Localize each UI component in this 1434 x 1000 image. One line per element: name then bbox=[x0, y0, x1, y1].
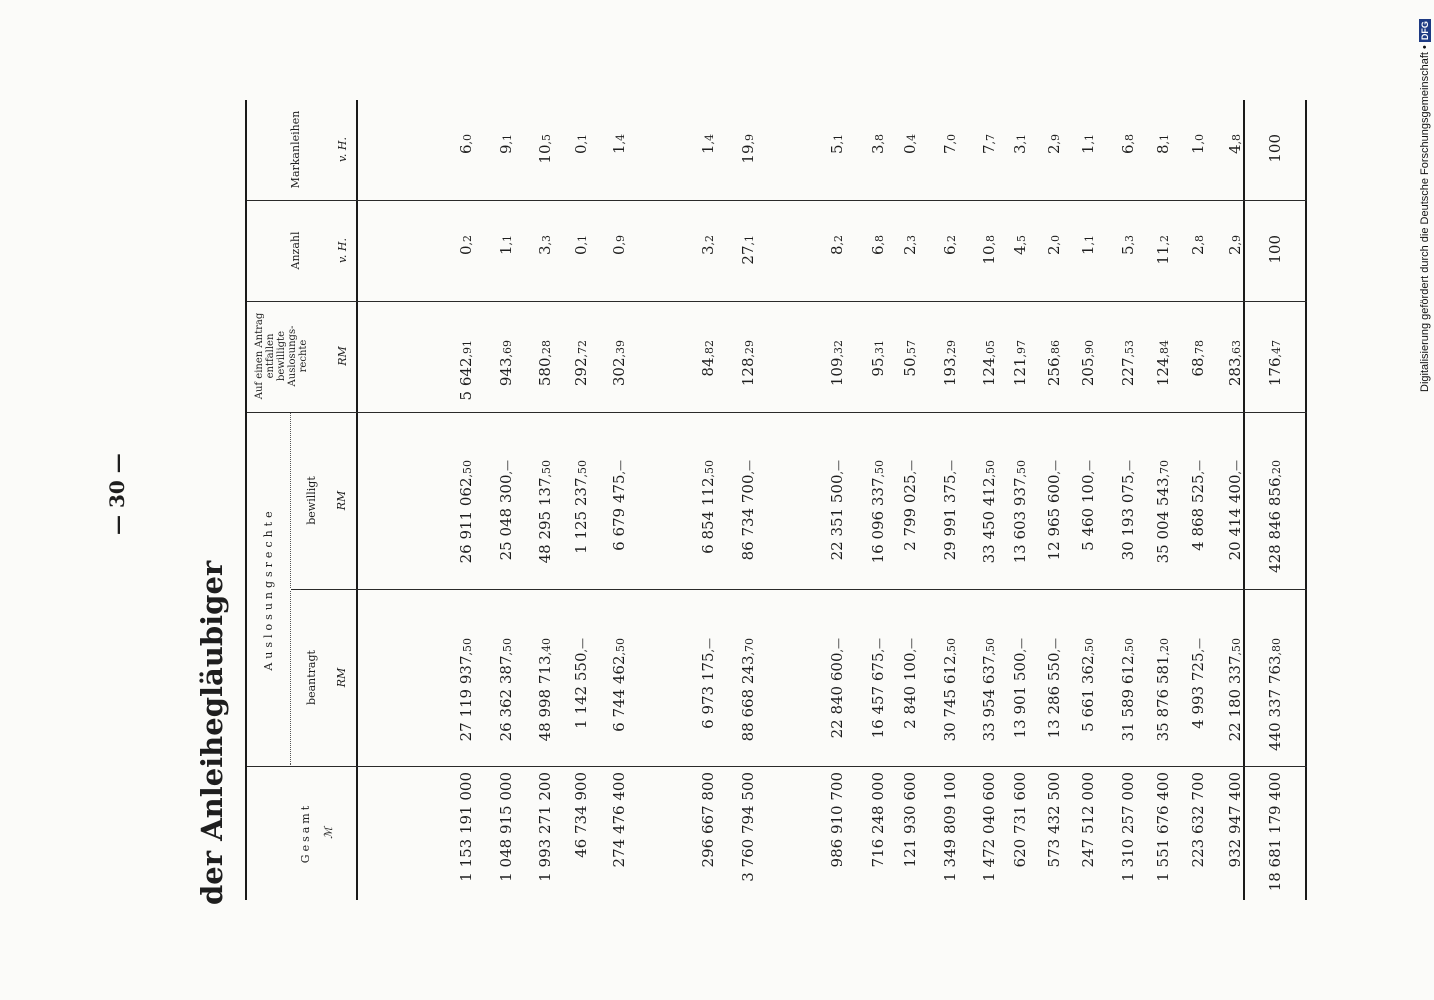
cell-decimal: ,9 bbox=[743, 134, 756, 145]
cell-value: 6 bbox=[941, 245, 959, 256]
cell-value: 100 bbox=[1266, 235, 1284, 264]
cell-decimal: ,9 bbox=[614, 235, 627, 246]
cell-value: 27 bbox=[739, 245, 757, 265]
cell-decimal: ,50 bbox=[1083, 638, 1096, 656]
cell-value: 0 bbox=[457, 245, 475, 256]
cell-decimal: ,8 bbox=[1123, 134, 1136, 145]
cell-value: 580 bbox=[536, 357, 554, 387]
cell-value: 10 bbox=[536, 144, 554, 164]
header-beantragt-unit: RM bbox=[335, 667, 348, 688]
cell-value: 5 460 100 bbox=[1079, 474, 1097, 551]
cell-beantragt bbox=[980, 638, 1000, 808]
cell-decimal: ,47 bbox=[1270, 340, 1283, 358]
cell-value: 1 bbox=[1079, 245, 1097, 256]
cell-decimal: ,5 bbox=[1015, 235, 1028, 246]
cell-value: 3 760 794 500 bbox=[739, 772, 757, 882]
cell-decimal: ,3 bbox=[540, 235, 553, 246]
cell-decimal: ,— bbox=[832, 460, 845, 475]
cell-value: 121 930 600 bbox=[901, 772, 919, 868]
cell-value: 20 414 400 bbox=[1226, 474, 1244, 561]
cell-beantragt bbox=[1119, 638, 1139, 808]
cell-value: 4 993 725 bbox=[1189, 652, 1207, 729]
cell-decimal: ,2 bbox=[461, 235, 474, 246]
cell-decimal: ,29 bbox=[945, 340, 958, 358]
cell-value: 6 bbox=[457, 144, 475, 155]
cell-value: 1 349 809 100 bbox=[941, 772, 959, 882]
cell-value: 193 bbox=[941, 357, 959, 387]
cell-decimal: ,91 bbox=[461, 340, 474, 358]
cell-beantragt bbox=[610, 638, 630, 808]
header-markanleihen: Markanleihen bbox=[289, 110, 302, 189]
cell-decimal: ,8 bbox=[1230, 134, 1243, 145]
cell-beantragt bbox=[1189, 638, 1209, 808]
cell-decimal: ,2 bbox=[703, 235, 716, 246]
cell-mark bbox=[739, 134, 759, 304]
cell-decimal: ,— bbox=[1230, 460, 1243, 475]
digitization-credit bbox=[1418, 6, 1432, 392]
cell-mark bbox=[1045, 134, 1065, 304]
cell-value: 2 840 100 bbox=[901, 652, 919, 729]
cell-value: 3 bbox=[699, 245, 717, 256]
table-top-rule bbox=[245, 100, 247, 900]
cell-decimal: ,86 bbox=[1049, 340, 1062, 358]
cell-value: 8 bbox=[828, 245, 846, 256]
cell-value: 4 868 525 bbox=[1189, 474, 1207, 551]
cell-value: 10 bbox=[980, 245, 998, 265]
cell-value: 5 642 bbox=[457, 357, 475, 401]
cell-value: 205 bbox=[1079, 357, 1097, 387]
cell-decimal: ,— bbox=[832, 638, 845, 653]
header-anzahl-unit: v. H. bbox=[336, 238, 349, 263]
cell-value: 13 901 500 bbox=[1011, 652, 1029, 739]
column-divider bbox=[247, 301, 1307, 302]
header-anzahl: Anzahl bbox=[289, 231, 302, 270]
cell-value: 33 450 412 bbox=[980, 477, 998, 564]
cell-value: 0 bbox=[901, 144, 919, 155]
cell-decimal: ,39 bbox=[614, 340, 627, 358]
cell-decimal: ,50 bbox=[873, 460, 886, 478]
cell-beantragt bbox=[497, 638, 517, 808]
cell-mark bbox=[828, 134, 848, 304]
cell-value: 3 bbox=[536, 245, 554, 256]
cell-value: 6 bbox=[1119, 144, 1137, 155]
cell-value: 2 bbox=[901, 245, 919, 256]
cell-decimal: ,70 bbox=[743, 638, 756, 656]
cell-value: 6 bbox=[869, 245, 887, 256]
header-per-antrag-unit: RM bbox=[336, 346, 349, 366]
cell-beantragt bbox=[1154, 638, 1174, 808]
header-gesamt: Gesamt bbox=[299, 802, 312, 864]
cell-value: 22 180 337 bbox=[1226, 655, 1244, 742]
cell-decimal: ,— bbox=[1123, 460, 1136, 475]
cell-decimal: ,05 bbox=[984, 340, 997, 358]
cell-value: 88 668 243 bbox=[739, 655, 757, 742]
cell-decimal: ,— bbox=[1083, 460, 1096, 475]
cell-value: 48 998 713 bbox=[536, 655, 554, 742]
cell-decimal: ,50 bbox=[703, 460, 716, 478]
cell-value: 428 846 856 bbox=[1266, 477, 1284, 573]
dfg-logo: DFG bbox=[1420, 21, 1430, 41]
cell-value: 50 bbox=[901, 357, 919, 377]
cell-decimal: ,4 bbox=[703, 134, 716, 145]
cell-value: 2 bbox=[1226, 245, 1244, 256]
table-bottom-rule bbox=[1305, 100, 1307, 900]
cell-decimal: ,— bbox=[905, 460, 918, 475]
cell-decimal: ,— bbox=[1193, 638, 1206, 653]
cell-value: 283 bbox=[1226, 357, 1244, 387]
cell-value: 1 125 237 bbox=[572, 477, 590, 554]
cell-decimal: ,50 bbox=[984, 460, 997, 478]
cell-value: 3 bbox=[869, 144, 887, 155]
cell-decimal: ,0 bbox=[1193, 134, 1206, 145]
page-number: — 30 — bbox=[105, 453, 129, 535]
cell-value: 68 bbox=[1189, 357, 1207, 377]
cell-value: 1 bbox=[610, 144, 628, 155]
cell-mark bbox=[1011, 134, 1031, 304]
cell-beantragt bbox=[1266, 638, 1286, 808]
cell-mark bbox=[536, 134, 556, 304]
cell-decimal: ,29 bbox=[743, 340, 756, 358]
cell-decimal: ,4 bbox=[614, 134, 627, 145]
cell-decimal: ,50 bbox=[945, 638, 958, 656]
cell-value: 27 119 937 bbox=[457, 655, 475, 742]
header-per-antrag: Auf einen Antrag entfallen bewilligte Auslosungs-rechte bbox=[254, 312, 309, 400]
cell-value: 29 991 375 bbox=[941, 474, 959, 561]
cell-decimal: ,1 bbox=[576, 235, 589, 246]
cell-decimal: ,28 bbox=[540, 340, 553, 358]
header-markanleihen-unit: v. H. bbox=[336, 137, 349, 162]
cell-decimal: ,9 bbox=[1049, 134, 1062, 145]
cell-decimal: ,— bbox=[703, 638, 716, 653]
cell-decimal: ,57 bbox=[905, 340, 918, 358]
cell-value: 2 bbox=[1189, 245, 1207, 256]
cell-value: 124 bbox=[980, 357, 998, 387]
cell-value: 247 512 000 bbox=[1079, 772, 1097, 868]
cell-decimal: ,8 bbox=[873, 134, 886, 145]
cell-value: 176 bbox=[1266, 357, 1284, 387]
cell-decimal: ,53 bbox=[1123, 340, 1136, 358]
cell-decimal: ,1 bbox=[743, 235, 756, 246]
cell-value: 5 bbox=[1119, 245, 1137, 256]
cell-decimal: ,50 bbox=[1123, 638, 1136, 656]
cell-decimal: ,50 bbox=[540, 460, 553, 478]
cell-value: 13 603 937 bbox=[1011, 477, 1029, 564]
column-divider bbox=[247, 766, 1307, 767]
cell-decimal: ,31 bbox=[873, 340, 886, 358]
cell-decimal: ,2 bbox=[832, 235, 845, 246]
cell-value: 35 876 581 bbox=[1154, 655, 1172, 742]
cell-decimal: ,20 bbox=[1270, 460, 1283, 478]
header-bewilligt-unit: RM bbox=[335, 490, 348, 511]
cell-decimal: ,8 bbox=[873, 235, 886, 246]
cell-value: 33 954 637 bbox=[980, 655, 998, 742]
cell-beantragt bbox=[572, 638, 592, 808]
cell-value: 1 bbox=[1189, 144, 1207, 155]
cell-value: 6 679 475 bbox=[610, 474, 628, 551]
cell-value: 5 661 362 bbox=[1079, 655, 1097, 732]
cell-decimal: ,— bbox=[1015, 638, 1028, 653]
cell-decimal: ,78 bbox=[1193, 340, 1206, 358]
cell-value: 1 142 550 bbox=[572, 652, 590, 729]
cell-decimal: ,4 bbox=[905, 134, 918, 145]
cell-value: 25 048 300 bbox=[497, 474, 515, 561]
cell-value: 9 bbox=[497, 144, 515, 155]
cell-value: 48 295 137 bbox=[536, 477, 554, 564]
page-title: der Anleihegläubiger bbox=[195, 560, 229, 905]
cell-value: 5 bbox=[828, 144, 846, 155]
cell-decimal: ,5 bbox=[540, 134, 553, 145]
cell-value: 31 589 612 bbox=[1119, 655, 1137, 742]
cell-value: 4 bbox=[1011, 245, 1029, 256]
cell-value: 26 911 062 bbox=[457, 477, 475, 564]
cell-decimal: ,50 bbox=[1230, 638, 1243, 656]
cell-value: 16 096 337 bbox=[869, 477, 887, 564]
cell-value: 22 840 600 bbox=[828, 652, 846, 739]
cell-value: 1 048 915 000 bbox=[497, 772, 515, 882]
cell-beantragt bbox=[901, 638, 921, 808]
cell-value: 1 551 676 400 bbox=[1154, 772, 1172, 882]
cell-decimal: ,63 bbox=[1230, 340, 1243, 358]
cell-value: 84 bbox=[699, 357, 717, 377]
cell-decimal: ,1 bbox=[1083, 134, 1096, 145]
cell-value: 8 bbox=[1154, 144, 1172, 155]
cell-decimal: ,0 bbox=[945, 134, 958, 145]
cell-beantragt bbox=[536, 638, 556, 808]
cell-mark bbox=[1266, 134, 1286, 304]
cell-value: 1 bbox=[699, 144, 717, 155]
cell-value: 256 bbox=[1045, 357, 1063, 387]
cell-value: 12 965 600 bbox=[1045, 474, 1063, 561]
cell-decimal: ,— bbox=[501, 460, 514, 475]
cell-beantragt bbox=[1045, 638, 1065, 808]
cell-decimal: ,3 bbox=[905, 235, 918, 246]
header-beantragt: beantragt bbox=[305, 650, 318, 705]
cell-decimal: ,— bbox=[905, 638, 918, 653]
cell-value: 128 bbox=[739, 357, 757, 387]
cell-decimal: ,— bbox=[614, 460, 627, 475]
cell-value: 6 973 175 bbox=[699, 652, 717, 729]
header-auslosungsrechte: Auslosungsrechte bbox=[262, 507, 275, 671]
cell-decimal: ,50 bbox=[461, 460, 474, 478]
cell-decimal: ,0 bbox=[1049, 235, 1062, 246]
cell-decimal: ,7 bbox=[984, 134, 997, 145]
cell-decimal: ,90 bbox=[1083, 340, 1096, 358]
cell-beantragt bbox=[1226, 638, 1246, 808]
cell-value: 3 bbox=[1011, 144, 1029, 155]
cell-value: 440 337 763 bbox=[1266, 655, 1284, 751]
cell-decimal: ,1 bbox=[501, 235, 514, 246]
cell-decimal: ,— bbox=[1049, 460, 1062, 475]
cell-value: 2 bbox=[1045, 245, 1063, 256]
cell-value: 109 bbox=[828, 357, 846, 387]
cell-decimal: ,69 bbox=[501, 340, 514, 358]
cell-value: 302 bbox=[610, 357, 628, 387]
cell-decimal: ,3 bbox=[1123, 235, 1136, 246]
cell-value: 121 bbox=[1011, 357, 1029, 387]
cell-value: 19 bbox=[739, 144, 757, 164]
column-divider bbox=[247, 412, 1307, 413]
cell-beantragt bbox=[699, 638, 719, 808]
cell-value: 7 bbox=[980, 144, 998, 155]
cell-mark bbox=[457, 134, 477, 304]
cell-decimal: ,80 bbox=[1270, 638, 1283, 656]
cell-decimal: ,72 bbox=[576, 340, 589, 358]
cell-value: 1 153 191 000 bbox=[457, 772, 475, 882]
cell-decimal: ,1 bbox=[576, 134, 589, 145]
cell-beantragt bbox=[828, 638, 848, 808]
header-gesamt-unit: ℳ bbox=[322, 827, 335, 839]
cell-decimal: ,9 bbox=[1230, 235, 1243, 246]
cell-value: 1 993 271 200 bbox=[536, 772, 554, 882]
cell-value: 2 799 025 bbox=[901, 474, 919, 551]
cell-decimal: ,50 bbox=[501, 638, 514, 656]
cell-beantragt bbox=[457, 638, 477, 808]
cell-decimal: ,— bbox=[873, 638, 886, 653]
cell-mark bbox=[869, 134, 889, 304]
column-divider bbox=[247, 200, 1307, 201]
cell-decimal: ,1 bbox=[1083, 235, 1096, 246]
cell-value: 6 854 112 bbox=[699, 477, 717, 554]
cell-value: 0 bbox=[572, 245, 590, 256]
cell-value: 100 bbox=[1266, 134, 1284, 163]
cell-decimal: ,1 bbox=[501, 134, 514, 145]
cell-value: 0 bbox=[572, 144, 590, 155]
cell-value: 227 bbox=[1119, 357, 1137, 387]
cell-value: 35 004 543 bbox=[1154, 477, 1172, 564]
cell-value: 573 432 500 bbox=[1045, 772, 1063, 868]
cell-value: 0 bbox=[610, 245, 628, 256]
cell-value: 11 bbox=[1154, 245, 1172, 265]
cell-mark bbox=[699, 134, 719, 304]
cell-value: 274 476 400 bbox=[610, 772, 628, 868]
cell-decimal: ,50 bbox=[1015, 460, 1028, 478]
cell-beantragt bbox=[739, 638, 759, 808]
cell-mark bbox=[901, 134, 921, 304]
cell-decimal: ,50 bbox=[461, 638, 474, 656]
cell-decimal: ,97 bbox=[1015, 340, 1028, 358]
cell-mark bbox=[1154, 134, 1174, 304]
cell-decimal: ,2 bbox=[1158, 235, 1171, 246]
cell-decimal: ,20 bbox=[1158, 638, 1171, 656]
cell-value: 22 351 500 bbox=[828, 474, 846, 561]
cell-value: 13 286 550 bbox=[1045, 652, 1063, 739]
cell-value: 95 bbox=[869, 357, 887, 377]
cell-decimal: ,2 bbox=[945, 235, 958, 246]
cell-value: 716 248 000 bbox=[869, 772, 887, 868]
cell-decimal: ,50 bbox=[576, 460, 589, 478]
cell-value: 1 310 257 000 bbox=[1119, 772, 1137, 882]
cell-decimal: ,8 bbox=[1193, 235, 1206, 246]
cell-value: 1 bbox=[497, 245, 515, 256]
cell-value: 4 bbox=[1226, 144, 1244, 155]
cell-value: 46 734 900 bbox=[572, 772, 590, 858]
column-divider bbox=[247, 589, 1307, 590]
cell-decimal: ,— bbox=[1193, 460, 1206, 475]
cell-mark bbox=[1119, 134, 1139, 304]
cell-decimal: ,32 bbox=[832, 340, 845, 358]
cell-value: 2 bbox=[1045, 144, 1063, 155]
credit-text: Digitalisierung gefördert durch die Deutsche Forschungsgemeinschaft • bbox=[1419, 45, 1431, 392]
cell-decimal: ,— bbox=[945, 460, 958, 475]
cell-value: 223 632 700 bbox=[1189, 772, 1207, 868]
cell-mark bbox=[1079, 134, 1099, 304]
cell-beantragt bbox=[869, 638, 889, 808]
cell-decimal: ,— bbox=[576, 638, 589, 653]
cell-value: 292 bbox=[572, 357, 590, 387]
cell-mark bbox=[1189, 134, 1209, 304]
cell-decimal: ,50 bbox=[984, 638, 997, 656]
cell-mark bbox=[941, 134, 961, 304]
cell-value: 124 bbox=[1154, 357, 1172, 387]
cell-value: 86 734 700 bbox=[739, 474, 757, 561]
cell-value: 30 745 612 bbox=[941, 655, 959, 742]
cell-value: 30 193 075 bbox=[1119, 474, 1137, 561]
cell-decimal: ,40 bbox=[540, 638, 553, 656]
cell-decimal: ,— bbox=[1049, 638, 1062, 653]
cell-value: 7 bbox=[941, 144, 959, 155]
cell-mark bbox=[1226, 134, 1246, 304]
cell-decimal: ,1 bbox=[1158, 134, 1171, 145]
cell-value: 620 731 600 bbox=[1011, 772, 1029, 868]
cell-value: 1 472 040 600 bbox=[980, 772, 998, 882]
cell-value: 26 362 387 bbox=[497, 655, 515, 742]
cell-mark bbox=[980, 134, 1000, 304]
cell-value: 986 910 700 bbox=[828, 772, 846, 868]
cell-beantragt bbox=[1079, 638, 1099, 808]
cell-beantragt bbox=[1011, 638, 1031, 808]
cell-beantragt bbox=[941, 638, 961, 808]
cell-value: 16 457 675 bbox=[869, 652, 887, 739]
cell-value: 932 947 400 bbox=[1226, 772, 1244, 868]
cell-mark bbox=[572, 134, 592, 304]
cell-decimal: ,1 bbox=[1015, 134, 1028, 145]
cell-value: 6 744 462 bbox=[610, 655, 628, 732]
cell-decimal: ,— bbox=[743, 460, 756, 475]
cell-value: 296 667 800 bbox=[699, 772, 717, 868]
cell-decimal: ,8 bbox=[984, 235, 997, 246]
cell-value: 18 681 179 400 bbox=[1266, 772, 1284, 892]
cell-mark bbox=[497, 134, 517, 304]
header-bottom-rule bbox=[356, 100, 358, 900]
cell-decimal: ,84 bbox=[1158, 340, 1171, 358]
cell-decimal: ,82 bbox=[703, 340, 716, 358]
cell-decimal: ,70 bbox=[1158, 460, 1171, 478]
header-bewilligt: bewilligt bbox=[305, 476, 318, 525]
cell-decimal: ,1 bbox=[832, 134, 845, 145]
cell-value: 943 bbox=[497, 357, 515, 387]
cell-decimal: ,0 bbox=[461, 134, 474, 145]
cell-decimal: ,50 bbox=[614, 638, 627, 656]
cell-value: 1 bbox=[1079, 144, 1097, 155]
cell-mark bbox=[610, 134, 630, 304]
